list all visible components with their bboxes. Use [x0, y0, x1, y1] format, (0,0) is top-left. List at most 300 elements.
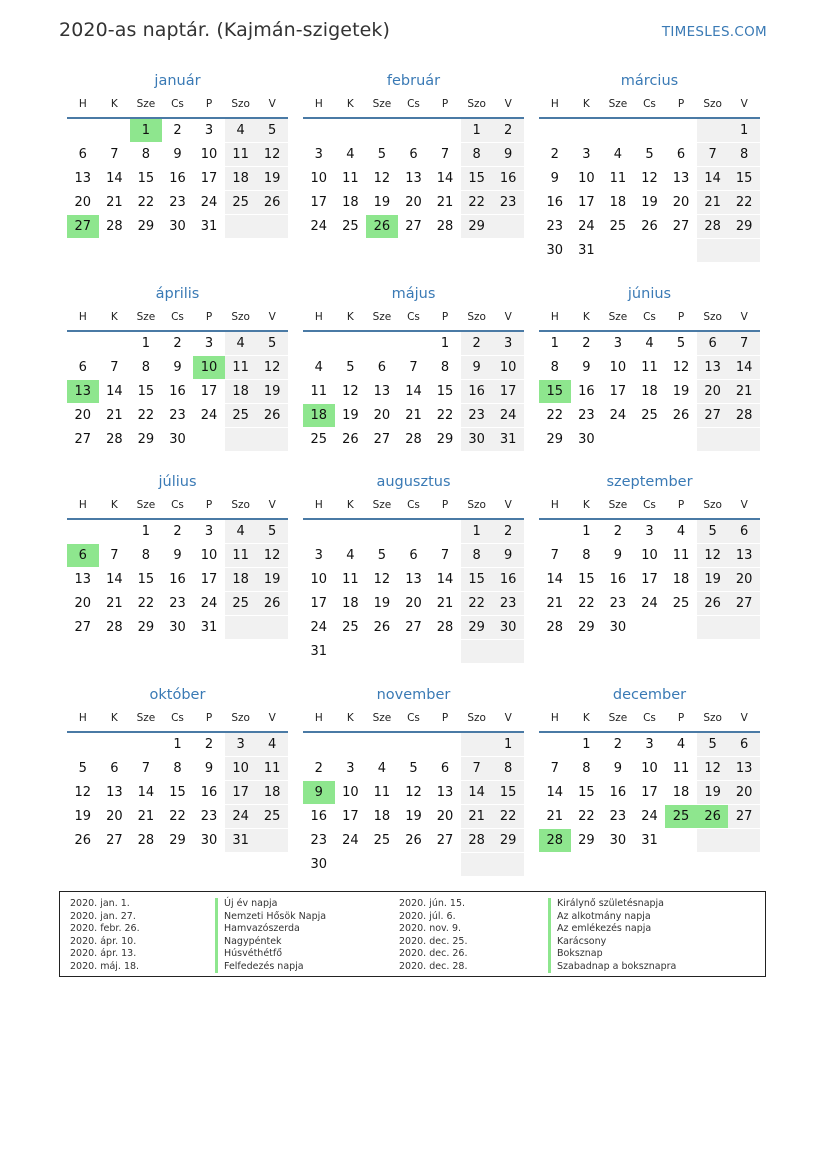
- day-cell: 5: [256, 332, 288, 355]
- weekday-label: Sze: [608, 712, 628, 724]
- weekday-header: [539, 98, 760, 114]
- day-cell: 3: [645, 737, 654, 752]
- day-cell: 24: [200, 195, 218, 210]
- day-cell: 10: [609, 360, 627, 375]
- weekday-label: Cs: [643, 98, 656, 110]
- day-cell: 25: [225, 592, 257, 615]
- weekday-label: P: [205, 499, 213, 511]
- day-cell: 18: [225, 568, 257, 591]
- day-cell: 18: [373, 809, 391, 824]
- day-cell: 27: [106, 833, 123, 848]
- day-cell: 10: [225, 757, 257, 780]
- empty-weekend-cell: [728, 428, 760, 451]
- day-cell: 22: [137, 596, 155, 611]
- weekday-label: Cs: [171, 311, 184, 323]
- day-cell: 2: [173, 123, 182, 138]
- day-cell: 28: [106, 219, 123, 234]
- empty-weekend-cell: [225, 616, 257, 639]
- legend-holiday-name: Királynő születésnapja: [548, 898, 664, 911]
- day-cell: 10: [200, 548, 218, 563]
- empty-weekend-cell: [728, 616, 760, 639]
- day-cell: 21: [546, 596, 564, 611]
- day-cell: 22: [137, 195, 155, 210]
- day-cell: 26: [641, 219, 658, 234]
- day-cell: 17: [200, 384, 218, 399]
- day-cell: 20: [672, 195, 690, 210]
- day-cell: 22: [169, 809, 186, 824]
- day-cell: 31: [200, 620, 218, 635]
- day-cell: 16: [169, 171, 186, 186]
- day-cell: 5: [697, 733, 729, 756]
- day-cell: 26: [256, 191, 288, 214]
- weekday-label: V: [740, 712, 748, 724]
- legend-date: 2020. jún. 15.: [399, 898, 466, 909]
- day-cell: 24: [609, 408, 627, 423]
- month-name: szeptember: [606, 474, 693, 490]
- day-cell: 3: [204, 524, 214, 539]
- weekday-label: P: [205, 712, 213, 724]
- day-cell: 5: [256, 119, 288, 142]
- day-cell: 31: [310, 644, 328, 659]
- holiday-day-cell: 28: [539, 829, 571, 852]
- day-cell: 4: [676, 524, 686, 539]
- weekday-label: Sze: [372, 311, 392, 323]
- holiday-day-cell: 26: [697, 805, 729, 828]
- day-cell: 9: [492, 544, 524, 567]
- day-cell: 15: [137, 572, 155, 587]
- weekday-label: H: [314, 499, 323, 511]
- weekday-label: Szo: [231, 499, 250, 511]
- weekday-label: Szo: [231, 98, 250, 110]
- day-cell: 11: [373, 785, 391, 800]
- weekday-header: [303, 98, 524, 114]
- day-cell: 7: [141, 761, 151, 776]
- day-cell: 20: [728, 781, 760, 804]
- day-cell: 23: [546, 219, 564, 234]
- weekday-label: H: [314, 311, 323, 323]
- day-cell: 25: [641, 408, 658, 423]
- day-cell: 19: [256, 380, 288, 403]
- legend-holiday-name: Karácsony: [548, 936, 606, 949]
- weekday-label: K: [582, 499, 590, 511]
- weekday-label: Szo: [703, 499, 722, 511]
- day-cell: 13: [697, 356, 729, 379]
- day-cell: 20: [405, 596, 422, 611]
- day-cell: 31: [225, 829, 257, 852]
- day-cell: 24: [310, 620, 328, 635]
- day-cell: 2: [492, 119, 524, 142]
- day-cell: 24: [200, 596, 218, 611]
- empty-weekend-cell: [225, 428, 257, 451]
- weekday-label: V: [268, 712, 276, 724]
- weekday-label: V: [740, 98, 748, 110]
- weekday-header: [67, 712, 288, 728]
- day-cell: 8: [141, 548, 151, 563]
- day-cell: 3: [314, 548, 323, 563]
- weekday-label: Sze: [372, 98, 392, 110]
- day-cell: 16: [200, 785, 218, 800]
- day-cell: 28: [106, 620, 123, 635]
- weekday-label: K: [582, 712, 590, 724]
- day-cell: 26: [256, 592, 288, 615]
- day-cell: 22: [546, 408, 564, 423]
- weekday-label: H: [550, 499, 559, 511]
- weekday-header: [539, 499, 760, 515]
- day-cell: 19: [342, 408, 359, 423]
- brand-link[interactable]: TIMESLES.COM: [661, 24, 767, 40]
- day-cell: 1: [728, 119, 760, 142]
- day-cell: 30: [578, 432, 595, 447]
- empty-weekend-cell: [697, 239, 729, 262]
- day-cell: 1: [141, 524, 151, 539]
- day-cell: 30: [609, 620, 627, 635]
- empty-weekend-cell: [256, 215, 288, 238]
- day-cell: 19: [256, 568, 288, 591]
- day-cell: 12: [697, 757, 729, 780]
- day-cell: 30: [169, 620, 186, 635]
- day-cell: 13: [436, 785, 454, 800]
- day-cell: 28: [546, 620, 564, 635]
- weekday-header: [67, 311, 288, 327]
- day-cell: 27: [373, 432, 391, 447]
- day-cell: 14: [106, 171, 123, 186]
- day-cell: 20: [405, 195, 422, 210]
- day-cell: 17: [310, 596, 328, 611]
- day-cell: 13: [405, 572, 422, 587]
- day-cell: 30: [200, 833, 218, 848]
- weekday-label: Sze: [136, 712, 156, 724]
- holiday-legend: [59, 891, 766, 977]
- day-cell: 20: [373, 408, 391, 423]
- day-cell: 2: [173, 336, 182, 351]
- day-cell: 23: [310, 833, 328, 848]
- day-cell: 22: [137, 408, 155, 423]
- day-cell: 29: [728, 215, 760, 238]
- day-cell: 13: [728, 544, 760, 567]
- day-cell: 7: [110, 147, 119, 162]
- day-cell: 11: [342, 171, 359, 186]
- day-cell: 23: [578, 408, 595, 423]
- empty-weekend-cell: [256, 428, 288, 451]
- day-cell: 6: [728, 520, 760, 543]
- weekday-label: Szo: [467, 712, 486, 724]
- weekday-label: Szo: [467, 499, 486, 511]
- day-cell: 10: [492, 356, 524, 379]
- day-cell: 17: [200, 171, 218, 186]
- day-cell: 8: [582, 548, 591, 563]
- day-cell: 8: [141, 147, 151, 162]
- day-cell: 4: [645, 336, 654, 351]
- day-cell: 15: [137, 171, 155, 186]
- day-cell: 21: [728, 380, 760, 403]
- legend-date: 2020. jan. 27.: [70, 910, 136, 922]
- empty-weekend-cell: [256, 616, 288, 639]
- legend-date: 2020. dec. 28.: [399, 960, 468, 972]
- day-cell: 15: [578, 572, 595, 587]
- day-cell: 28: [436, 620, 454, 635]
- day-cell: 30: [609, 833, 627, 848]
- day-cell: 11: [672, 548, 690, 563]
- day-cell: 27: [697, 404, 729, 427]
- weekday-label: P: [677, 311, 685, 323]
- weekday-label: Sze: [136, 311, 156, 323]
- day-cell: 15: [436, 384, 454, 399]
- day-cell: 29: [492, 829, 524, 852]
- day-cell: 5: [645, 147, 654, 162]
- day-cell: 15: [492, 781, 524, 804]
- day-cell: 26: [256, 404, 288, 427]
- weekday-label: Cs: [643, 712, 656, 724]
- weekday-header: [303, 311, 524, 327]
- weekday-header: [539, 712, 760, 728]
- day-cell: 7: [697, 143, 729, 166]
- day-cell: 4: [225, 119, 257, 142]
- day-cell: 3: [204, 336, 214, 351]
- day-cell: 29: [137, 219, 155, 234]
- day-cell: 4: [225, 332, 257, 355]
- empty-weekend-cell: [697, 829, 729, 852]
- weekday-label: P: [677, 499, 685, 511]
- day-cell: 17: [641, 572, 658, 587]
- day-cell: 16: [609, 572, 627, 587]
- day-cell: 8: [550, 360, 559, 375]
- weekday-label: K: [346, 311, 354, 323]
- day-cell: 14: [405, 384, 422, 399]
- legend-holiday-name: Nemzeti Hősök Napja: [215, 911, 326, 924]
- legend-date: 2020. nov. 9.: [399, 923, 462, 934]
- day-cell: 9: [613, 548, 623, 563]
- day-cell: 29: [578, 833, 595, 848]
- day-cell: 22: [436, 408, 454, 423]
- day-cell: 24: [310, 219, 328, 234]
- day-cell: 13: [405, 171, 422, 186]
- day-cell: 4: [256, 733, 288, 756]
- day-cell: 17: [225, 781, 257, 804]
- day-cell: 1: [440, 336, 450, 351]
- weekday-label: P: [441, 98, 449, 110]
- weekday-label: V: [504, 311, 512, 323]
- day-cell: 12: [256, 143, 288, 166]
- day-cell: 1: [461, 119, 493, 142]
- legend-date: 2020. febr. 26.: [70, 923, 140, 934]
- day-cell: 27: [672, 219, 690, 234]
- weekday-label: H: [550, 311, 559, 323]
- day-cell: 24: [492, 404, 524, 427]
- day-cell: 26: [74, 833, 92, 848]
- day-cell: 29: [546, 432, 564, 447]
- holiday-day-cell: 26: [366, 215, 398, 238]
- day-cell: 31: [492, 428, 524, 451]
- day-cell: 24: [641, 809, 658, 824]
- day-cell: 13: [74, 572, 92, 587]
- day-cell: 21: [106, 596, 123, 611]
- day-cell: 6: [676, 147, 686, 162]
- weekday-label: Cs: [171, 499, 184, 511]
- legend-holiday-name: Új év napja: [215, 898, 277, 911]
- day-cell: 7: [110, 360, 119, 375]
- day-cell: 26: [672, 408, 690, 423]
- day-cell: 21: [405, 408, 422, 423]
- empty-weekend-cell: [492, 853, 524, 876]
- month-name: február: [386, 73, 441, 89]
- day-cell: 14: [106, 384, 123, 399]
- day-cell: 9: [492, 143, 524, 166]
- day-cell: 5: [78, 761, 87, 776]
- day-cell: 9: [550, 171, 559, 186]
- holiday-day-cell: 18: [303, 404, 335, 427]
- day-cell: 15: [578, 785, 595, 800]
- day-cell: 21: [697, 191, 729, 214]
- day-cell: 11: [609, 171, 627, 186]
- legend-holiday-name: Hamvazószerda: [215, 923, 300, 936]
- day-cell: 12: [256, 356, 288, 379]
- legend-holiday-name: Boksznap: [548, 948, 603, 961]
- day-cell: 7: [550, 548, 559, 563]
- day-cell: 4: [377, 761, 387, 776]
- day-cell: 18: [672, 572, 690, 587]
- month-name: július: [158, 474, 197, 490]
- day-cell: 21: [436, 195, 454, 210]
- empty-weekend-cell: [697, 616, 729, 639]
- day-cell: 15: [461, 568, 493, 591]
- empty-weekend-cell: [461, 853, 493, 876]
- weekday-label: Cs: [643, 311, 656, 323]
- weekday-label: K: [346, 712, 354, 724]
- day-cell: 19: [672, 384, 690, 399]
- day-cell: 28: [405, 432, 422, 447]
- empty-weekend-cell: [256, 829, 288, 852]
- empty-weekend-cell: [492, 640, 524, 663]
- day-cell: 4: [225, 520, 257, 543]
- day-cell: 30: [461, 428, 493, 451]
- day-cell: 7: [461, 757, 493, 780]
- day-cell: 13: [672, 171, 690, 186]
- weekday-label: Sze: [136, 499, 156, 511]
- day-cell: 11: [641, 360, 658, 375]
- day-cell: 5: [256, 520, 288, 543]
- day-cell: 28: [728, 404, 760, 427]
- weekday-label: H: [550, 98, 559, 110]
- weekday-label: K: [110, 499, 118, 511]
- day-cell: 12: [373, 171, 391, 186]
- month-name: november: [376, 687, 451, 703]
- weekday-label: V: [504, 98, 512, 110]
- day-cell: 23: [492, 592, 524, 615]
- day-cell: 14: [546, 572, 564, 587]
- day-cell: 8: [461, 544, 493, 567]
- day-cell: 25: [225, 404, 257, 427]
- day-cell: 2: [314, 761, 323, 776]
- legend-holiday-name: Nagypéntek: [215, 936, 282, 949]
- day-cell: 29: [137, 432, 155, 447]
- weekday-label: V: [268, 499, 276, 511]
- weekday-label: V: [740, 499, 748, 511]
- day-cell: 7: [110, 548, 119, 563]
- weekday-label: P: [205, 311, 213, 323]
- day-cell: 13: [728, 757, 760, 780]
- day-cell: 15: [169, 785, 186, 800]
- day-cell: 1: [582, 737, 591, 752]
- day-cell: 18: [256, 781, 288, 804]
- weekday-label: P: [441, 499, 449, 511]
- day-cell: 19: [256, 167, 288, 190]
- holiday-day-cell: 1: [130, 119, 162, 142]
- weekday-label: H: [78, 98, 87, 110]
- holiday-day-cell: 10: [193, 356, 225, 379]
- weekday-label: K: [110, 98, 118, 110]
- day-cell: 13: [373, 384, 391, 399]
- day-cell: 24: [578, 219, 595, 234]
- day-cell: 22: [461, 191, 493, 214]
- day-cell: 22: [728, 191, 760, 214]
- day-cell: 6: [78, 360, 87, 375]
- weekday-label: V: [268, 98, 276, 110]
- day-cell: 1: [492, 733, 524, 756]
- day-cell: 26: [697, 592, 729, 615]
- holiday-day-cell: 9: [303, 781, 335, 804]
- month-name: március: [620, 73, 679, 89]
- day-cell: 1: [141, 336, 151, 351]
- legend-holiday-name: Az alkotmány napja: [548, 911, 651, 924]
- weekday-header: [67, 98, 288, 114]
- weekday-label: H: [78, 311, 87, 323]
- weekday-label: Cs: [407, 712, 420, 724]
- weekday-label: Szo: [467, 311, 486, 323]
- weekday-label: V: [740, 311, 748, 323]
- day-cell: 11: [256, 757, 288, 780]
- day-cell: 23: [609, 809, 627, 824]
- day-cell: 6: [440, 761, 450, 776]
- weekday-label: H: [314, 98, 323, 110]
- day-cell: 12: [342, 384, 359, 399]
- day-cell: 14: [697, 167, 729, 190]
- legend-date: 2020. ápr. 10.: [70, 935, 137, 947]
- weekday-label: H: [78, 499, 87, 511]
- day-cell: 19: [697, 568, 729, 591]
- weekday-label: Sze: [608, 98, 628, 110]
- day-cell: 2: [173, 524, 182, 539]
- day-cell: 12: [74, 785, 92, 800]
- day-cell: 19: [74, 809, 92, 824]
- day-cell: 23: [492, 191, 524, 214]
- day-cell: 28: [461, 829, 493, 852]
- day-cell: 17: [641, 785, 658, 800]
- day-cell: 17: [578, 195, 595, 210]
- weekday-label: K: [346, 98, 354, 110]
- day-cell: 22: [492, 805, 524, 828]
- day-cell: 4: [613, 147, 623, 162]
- day-cell: 18: [672, 785, 690, 800]
- day-cell: 21: [137, 809, 155, 824]
- day-cell: 3: [204, 123, 214, 138]
- day-cell: 14: [728, 356, 760, 379]
- day-cell: 13: [106, 785, 123, 800]
- day-cell: 16: [609, 785, 627, 800]
- day-cell: 14: [436, 572, 454, 587]
- day-cell: 25: [342, 620, 359, 635]
- day-cell: 16: [492, 167, 524, 190]
- legend-date: 2020. ápr. 13.: [70, 948, 137, 959]
- day-cell: 8: [440, 360, 450, 375]
- day-cell: 2: [204, 737, 214, 752]
- day-cell: 2: [613, 737, 623, 752]
- day-cell: 23: [169, 596, 186, 611]
- day-cell: 25: [373, 833, 391, 848]
- day-cell: 31: [641, 833, 658, 848]
- day-cell: 14: [436, 171, 454, 186]
- day-cell: 27: [74, 620, 92, 635]
- day-cell: 29: [436, 432, 454, 447]
